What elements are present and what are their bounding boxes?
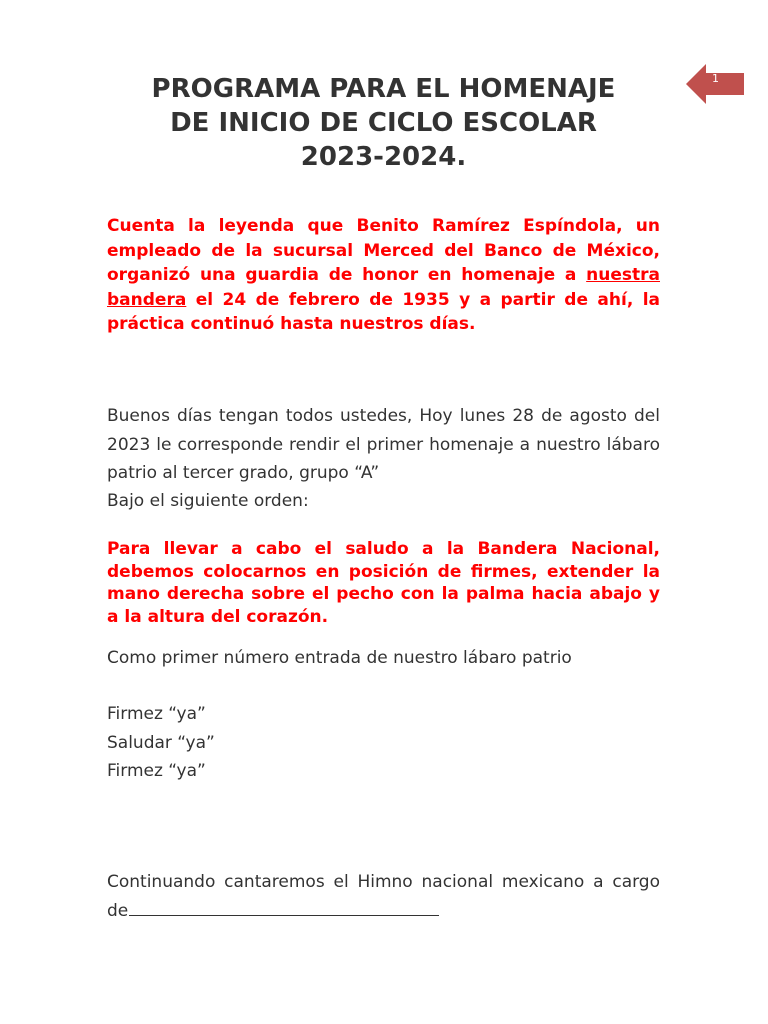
anthem-paragraph	[107, 868, 660, 926]
legend-text-start: Cuenta la leyenda que Benito Ramírez Espíndola, un empleado de la sucursal Merced del Banco de México, organizó una guardia de honor en homenaje a	[107, 216, 660, 285]
order-line: Bajo el siguiente orden:	[107, 491, 309, 511]
command-item: Saludar “ya”	[107, 732, 215, 753]
salute-instructions: Para llevar a cabo el saludo a la Bandera Nacional, debemos colocarnos en posición de firmes, extender la mano derecha sobre el pecho con la palma hacia abajo y a la altura del corazón.	[107, 539, 660, 627]
page-number-marker	[686, 64, 744, 104]
anthem-text: Continuando cantaremos el Himno nacional mexicano a cargo de	[107, 872, 660, 921]
page-title	[107, 72, 660, 174]
legend-paragraph	[107, 214, 660, 337]
command-item: Firmez “ya”	[107, 761, 206, 781]
page-number: 1	[712, 72, 719, 85]
title-line-1: PROGRAMA PARA EL HOMENAJE	[151, 74, 616, 104]
fill-in-blank	[129, 897, 439, 916]
title-line-3: 2023-2024.	[300, 142, 467, 172]
command-list	[107, 700, 660, 786]
legend-text-end: el 24 de febrero de 1935 y a partir de ahí, la práctica continuó hasta nuestros días.	[107, 289, 660, 334]
greeting-paragraph: Buenos días tengan todos ustedes, Hoy lunes 28 de agosto del 2023 le corresponde rendir el primer homenaje a nuestro lábaro patrio al tercer grado, grupo “A”	[107, 406, 660, 483]
legend-underlined-text: nuestra bandera	[107, 265, 660, 310]
first-number-line: Como primer número entrada de nuestro lábaro patrio	[107, 648, 572, 668]
command-item: Firmez “ya”	[107, 704, 206, 724]
title-line-2: DE INICIO DE CICLO ESCOLAR	[170, 108, 597, 138]
